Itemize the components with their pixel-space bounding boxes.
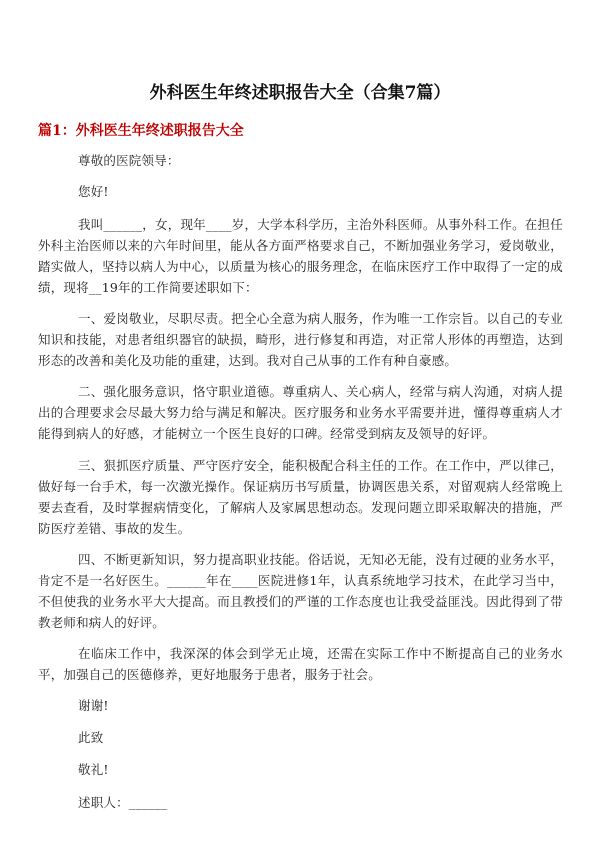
paragraph-point-1: 一、爱岗敬业，尽职尽责。把全心全意为病人服务，作为唯一工作宗旨。以自己的专业知识和技能，对患者组织器官的缺损，畸形，进行修复和再造，对正常人形体的再塑造，达到形态的改善和美化及功能的重建，达到。我对自己从事的工作有种自豪感。 (38, 311, 563, 368)
closing-cizhi: 此致 (78, 730, 104, 745)
closing-jingli: 敬礼! (78, 762, 109, 777)
paragraph-intro: 我叫______，女，现年____岁，大学本科学历，主治外科医师。从事外科工作。在担任外科主治医师以来的六年时间里，能从各方面严格要求自己，不断加强业务学习，爱岗敬业，踏实做人，坚持以病人为中心，以质量为核心的服务理念，在临床医疗工作中取得了一定的成绩，现将__19年的工作简要述职如下： (38, 217, 563, 295)
paragraph-conclusion: 在临床工作中，我深深的体会到学无止境，还需在实际工作中不断提高自己的业务水平，加强自己的医德修养，更好地服务于患者，服务于社会。 (38, 646, 563, 682)
greeting: 您好! (78, 184, 109, 199)
signature-line: 述职人：______ (78, 795, 168, 810)
thanks: 谢谢! (78, 698, 109, 713)
document-title: 外科医生年终述职报告大全（合集7篇） (149, 83, 451, 103)
salutation: 尊敬的医院领导： (78, 153, 180, 168)
section-heading: 篇1：外科医生年终述职报告大全 (38, 123, 244, 139)
paragraph-point-2: 二、强化服务意识，恪守职业道德。尊重病人、关心病人，经常与病人沟通，对病人提出的合理要求会尽最大努力给与满足和解决。医疗服务和业务水平需要并进，懂得尊重病人才能得到病人的好感，才能树立一个医生良好的口碑。经常受到病友及领导的好评。 (38, 384, 563, 441)
paragraph-point-4: 四、不断更新知识，努力提高职业技能。俗话说，无知必无能，没有过硬的业务水平，肯定不是一名好医生。______年在____医院进修1年，认真系统地学习技术，在此学习当中，不但使我的业务水平大大提高。而且教授们的严谨的工作态度也让我受益匪浅。因此得到了带教老师和病人的好评。 (38, 552, 563, 630)
paragraph-point-3: 三、狠抓医疗质量、严守医疗安全，能积极配合科主任的工作。在工作中，严以律己，做好每一台手术，每一次激光操作。保证病历书写质量，协调医患关系，对留观病人经常晚上要去查看，及时掌握病情变化，了解病人及家属思想动态。发现问题立即采取解决的措施，严防医疗差错、事故的发生。 (38, 458, 563, 536)
